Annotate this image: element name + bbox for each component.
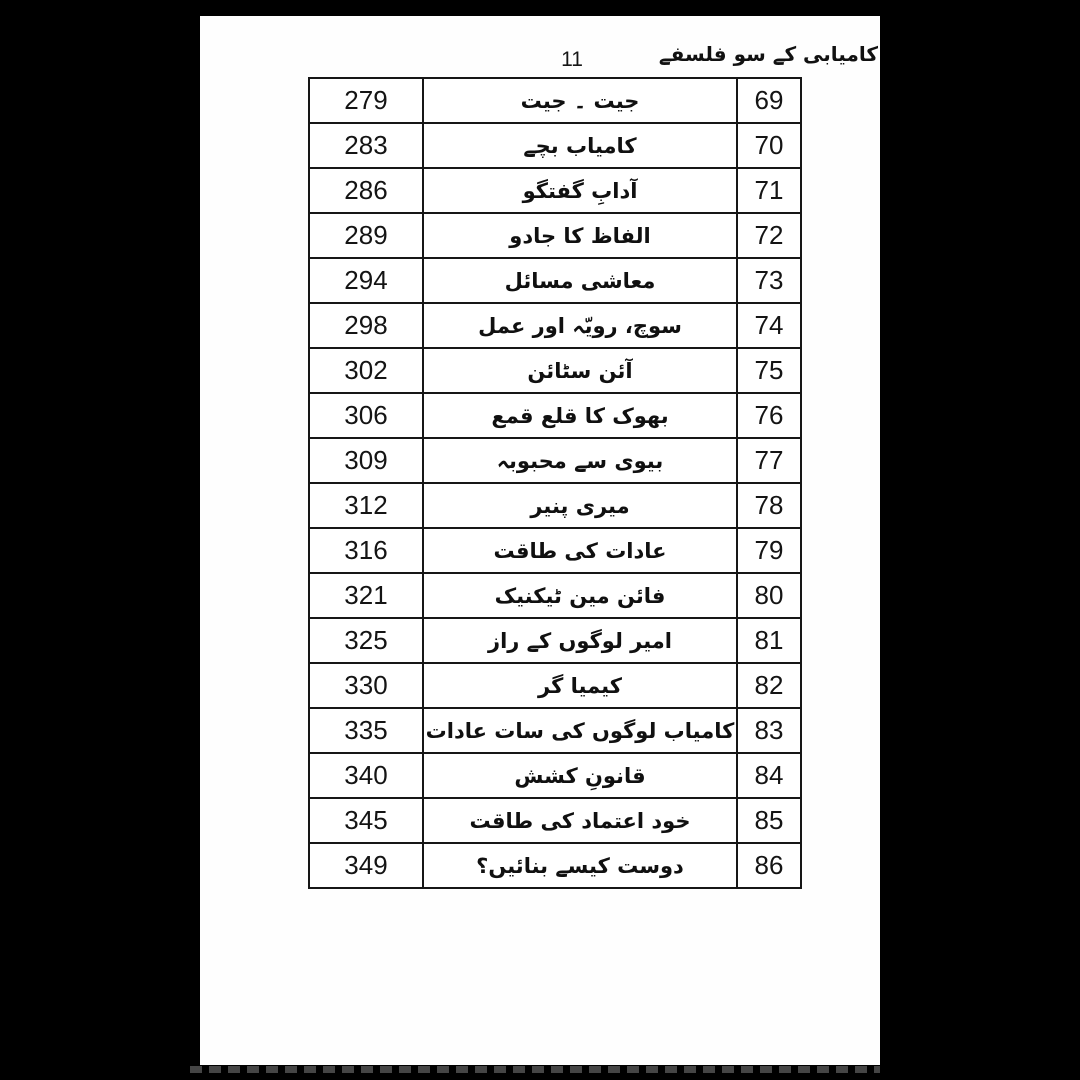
toc-page-number-cell: 325 [309, 618, 423, 663]
toc-chapter-number-cell: 86 [737, 843, 801, 888]
toc-chapter-title-cell: جیت ۔ جیت [423, 78, 737, 123]
toc-page-number-cell: 345 [309, 798, 423, 843]
toc-page-number-cell: 309 [309, 438, 423, 483]
table-row [309, 528, 801, 573]
toc-chapter-number-cell: 85 [737, 798, 801, 843]
toc-page-number-cell: 316 [309, 528, 423, 573]
table-row [309, 708, 801, 753]
book-page [200, 16, 880, 1065]
toc-chapter-number-cell: 71 [737, 168, 801, 213]
toc-page-number-cell: 321 [309, 573, 423, 618]
table-row [309, 303, 801, 348]
toc-chapter-number-cell: 72 [737, 213, 801, 258]
toc-chapter-title-cell: میری پنیر [423, 483, 737, 528]
toc-body [309, 78, 801, 888]
toc-chapter-number-cell: 70 [737, 123, 801, 168]
toc-page-number-cell: 283 [309, 123, 423, 168]
toc-chapter-number-cell: 79 [737, 528, 801, 573]
table-row [309, 663, 801, 708]
table-row [309, 843, 801, 888]
toc-page-number-cell: 340 [309, 753, 423, 798]
table-row [309, 123, 801, 168]
toc-chapter-number-cell: 81 [737, 618, 801, 663]
toc-chapter-title-cell: معاشی مسائل [423, 258, 737, 303]
toc-chapter-title-cell: عادات کی طاقت [423, 528, 737, 573]
toc-chapter-title-cell: آئن سٹائن [423, 348, 737, 393]
toc-chapter-number-cell: 83 [737, 708, 801, 753]
toc-page-number-cell: 306 [309, 393, 423, 438]
toc-chapter-title-cell: کامیاب بچے [423, 123, 737, 168]
toc-chapter-title-cell: کیمیا گر [423, 663, 737, 708]
toc-chapter-title-cell: آدابِ گفتگو [423, 168, 737, 213]
toc-chapter-title-cell: بھوک کا قلع قمع [423, 393, 737, 438]
toc-chapter-number-cell: 76 [737, 393, 801, 438]
book-title: کامیابی کے سو فلسفے [658, 42, 878, 66]
toc-page-number-cell: 279 [309, 78, 423, 123]
toc-chapter-number-cell: 77 [737, 438, 801, 483]
table-row [309, 393, 801, 438]
toc-chapter-title-cell: فائن مین ٹیکنیک [423, 573, 737, 618]
toc-chapter-number-cell: 74 [737, 303, 801, 348]
table-row [309, 618, 801, 663]
toc-chapter-number-cell: 69 [737, 78, 801, 123]
running-head [200, 16, 880, 76]
table-row [309, 753, 801, 798]
toc-chapter-title-cell: بیوی سے محبوبہ [423, 438, 737, 483]
table-row [309, 168, 801, 213]
toc-chapter-title-cell: سوچ، رویّہ اور عمل [423, 303, 737, 348]
toc-chapter-title-cell: خود اعتماد کی طاقت [423, 798, 737, 843]
toc-chapter-number-cell: 73 [737, 258, 801, 303]
toc-page-number-cell: 335 [309, 708, 423, 753]
toc-table [308, 77, 802, 889]
toc-chapter-title-cell: کامیاب لوگوں کی سات عادات [423, 708, 737, 753]
toc-page-number-cell: 298 [309, 303, 423, 348]
toc-chapter-number-cell: 78 [737, 483, 801, 528]
page-number: 11 [561, 48, 583, 71]
table-row [309, 348, 801, 393]
toc-chapter-number-cell: 80 [737, 573, 801, 618]
table-row [309, 573, 801, 618]
table-row [309, 483, 801, 528]
toc-page-number-cell: 349 [309, 843, 423, 888]
toc-page-number-cell: 294 [309, 258, 423, 303]
toc-chapter-title-cell: الفاظ کا جادو [423, 213, 737, 258]
toc-chapter-title-cell: قانونِ کشش [423, 753, 737, 798]
table-row [309, 258, 801, 303]
toc-chapter-title-cell: دوست کیسے بنائیں؟ [423, 843, 737, 888]
table-row [309, 798, 801, 843]
toc-chapter-number-cell: 75 [737, 348, 801, 393]
toc-page-number-cell: 302 [309, 348, 423, 393]
table-row [309, 438, 801, 483]
toc-chapter-title-cell: امیر لوگوں کے راز [423, 618, 737, 663]
toc-page-number-cell: 312 [309, 483, 423, 528]
page-bottom-edge-dashes [190, 1066, 880, 1073]
toc-chapter-number-cell: 84 [737, 753, 801, 798]
toc-chapter-number-cell: 82 [737, 663, 801, 708]
table-row [309, 213, 801, 258]
toc-page-number-cell: 289 [309, 213, 423, 258]
toc-page-number-cell: 330 [309, 663, 423, 708]
table-row [309, 78, 801, 123]
toc-page-number-cell: 286 [309, 168, 423, 213]
